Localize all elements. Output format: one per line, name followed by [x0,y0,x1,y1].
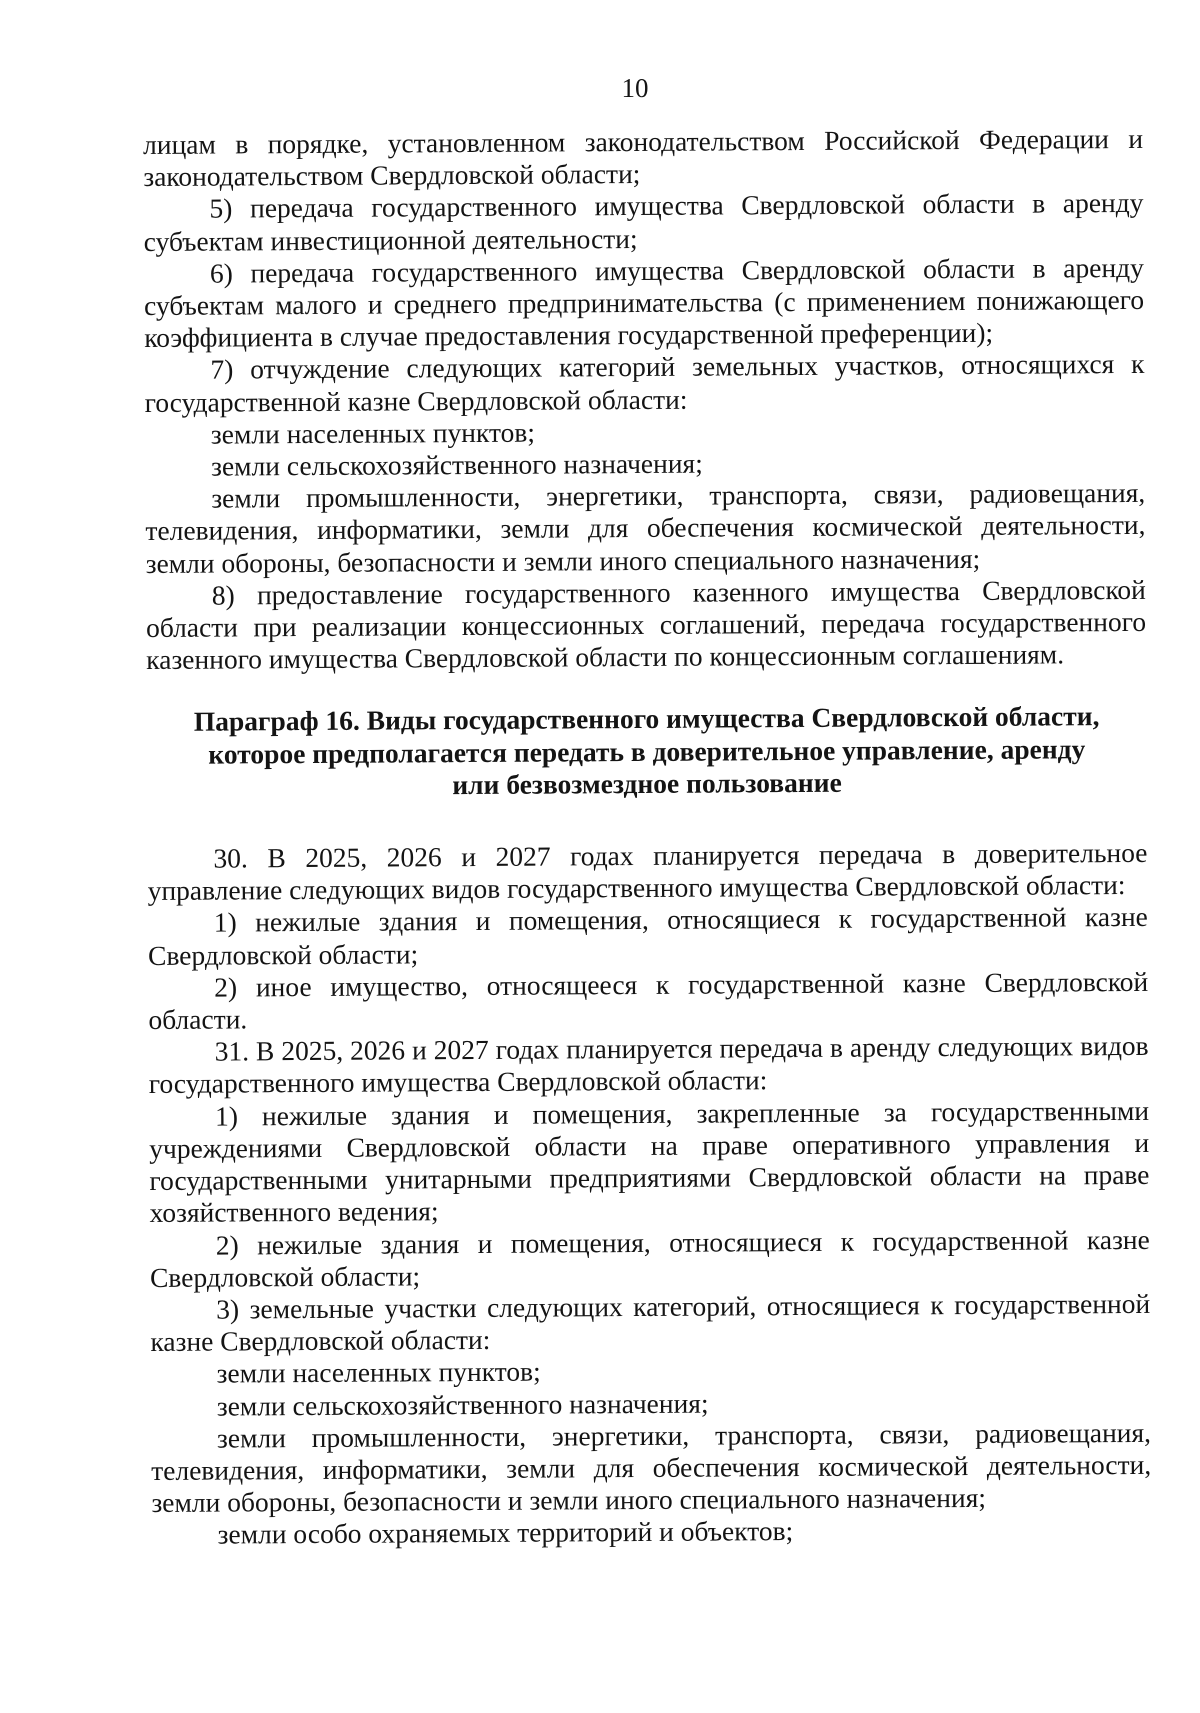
land-category-protected: земли особо охраняемых территорий и объектов; [217,1515,794,1550]
clause-31-item-2: 2) нежилые здания и помещения, относящиеся к государственной казне Свердловской области; [149,1223,1150,1293]
land-category-industrial: земли промышленности, энергетики, транспорта, связи, радиовещания, телевидения, информатики, земли для обеспечения космической деятельности, земли обороны, безопасности и земли иного специального назначения; [145,477,1146,579]
heading-line-2: которое предполагается передать в доверительное управление, аренду [208,732,1086,770]
paragraph-continuation: лицам в порядке, установленном законодательством Российской Федерации и законодательством Свердловской области; [143,122,1144,193]
clause-30-item-2: 2) иное имущество, относящееся к государственной казне Свердловской области. [148,965,1149,1036]
list-item-5: 5) передача государственного имущества Свердловской области в аренду субъектам инвестиционной деятельности; [143,187,1144,257]
document-body [143,123,1152,1552]
list-item-6: 6) передача государственного имущества Свердловской области в аренду субъектам малого и среднего предпринимательства (с применением понижающего коэффициента в случае предоставления государственной преференции); [143,251,1145,354]
land-category-industrial: земли промышленности, энергетики, транспорта, связи, радиовещания, телевидения, информатики, земли для обеспечения космической деятельности, земли обороны, безопасности и земли иного специального назначения; [151,1416,1152,1519]
clause-31: 31. В 2025, 2026 и 2027 годах планируется передача в аренду следующих видов государственного имущества Свердловской области: [148,1030,1149,1100]
land-category-settlements: земли населенных пунктов; [210,416,536,450]
clause-30: 30. В 2025, 2026 и 2027 годах планируется передача в доверительное управление следующих видов государственного имущества Свердловской области: [147,836,1148,907]
clause-30-item-1: 1) нежилые здания и помещения, относящиеся к государственной казне Свердловской области; [147,901,1148,971]
list-item-8: 8) предоставление государственного казенного имущества Свердловской области при реализации концессионных соглашений, передача государственного казенного имущества Свердловской области по концессионным соглашениям. [145,573,1147,676]
section-heading [147,700,1148,803]
heading-line-3: или безвозмездное пользование [452,766,842,800]
land-category-settlements: земли населенных пунктов; [216,1355,541,1389]
clause-31-item-3: 3) земельные участки следующих категорий, относящиеся к государственной казне Свердловской области: [150,1287,1151,1358]
list-item-7: 7) отчуждение следующих категорий земельных участков, относящихся к государственной казне Свердловской области: [144,348,1145,418]
land-category-agricultural: земли сельскохозяйственного назначения; [216,1387,709,1422]
page-number: 10 [621,73,649,103]
land-category-agricultural: земли сельскохозяйственного назначения; [210,447,703,482]
clause-31-item-1: 1) нежилые здания и помещения, закрепленные за государственными учреждениями Свердловской области на праве оперативного управления и государственными унитарными предприятиями Свердловской области на праве хозяйственного ведения; [149,1094,1150,1229]
heading-line-1: Параграф 16. Виды государственного имущества Свердловской области, [193,700,1100,738]
